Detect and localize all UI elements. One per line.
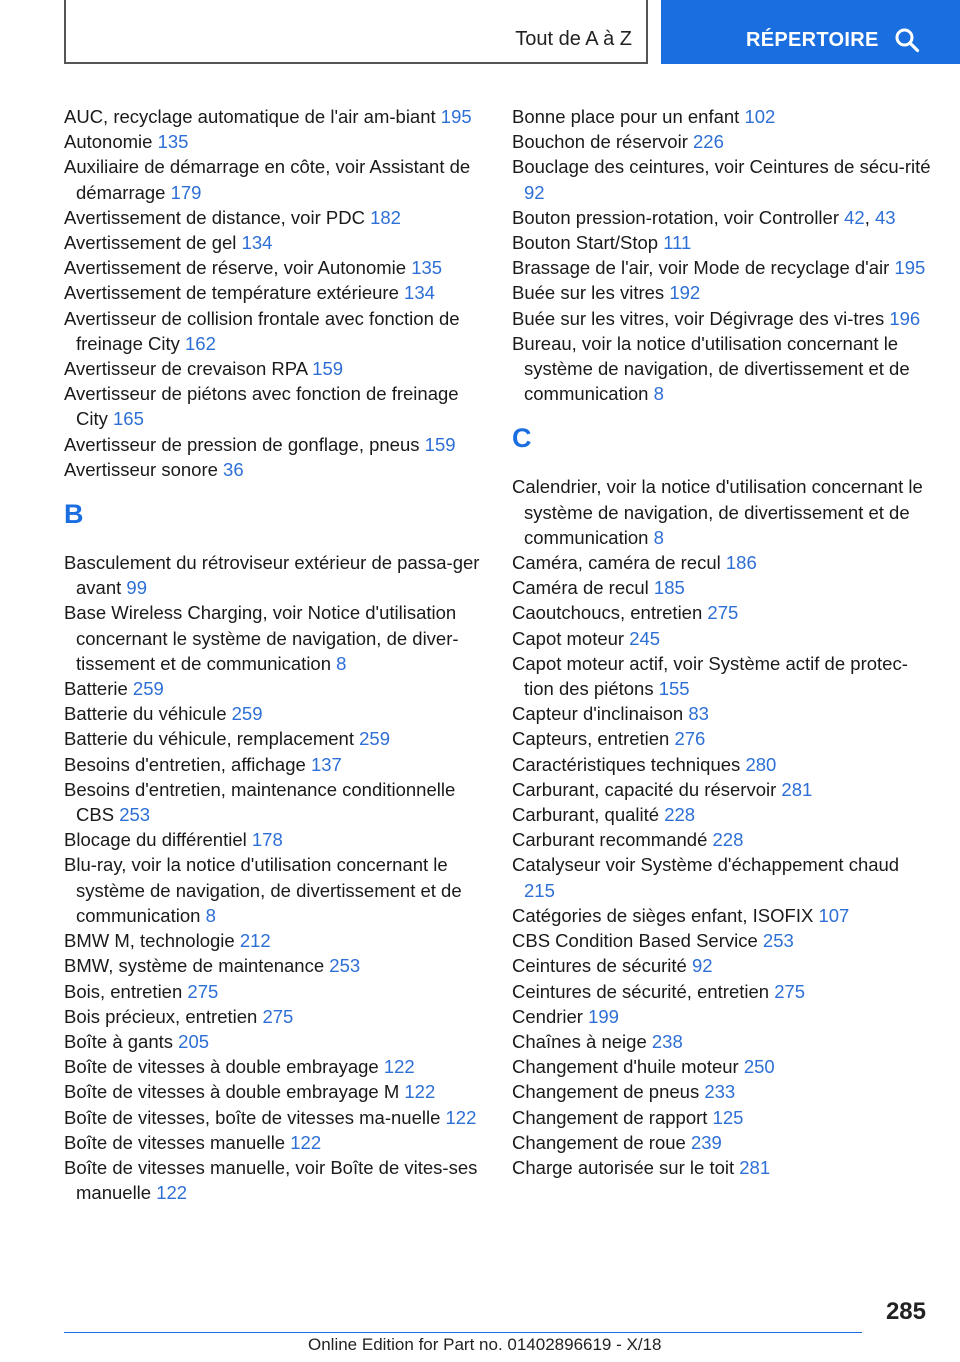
index-entry [64, 104, 484, 129]
page-link[interactable]: 182 [370, 206, 401, 228]
index-entry [512, 802, 932, 827]
index-entry-text: Avertissement de température extérieure [64, 282, 399, 304]
index-entry [64, 1105, 484, 1130]
index-entry-text: Autonomie [64, 131, 153, 153]
index-entry-text: Caméra, caméra de recul [512, 552, 721, 574]
search-icon[interactable] [894, 27, 920, 53]
index-entry [64, 852, 484, 928]
page-link[interactable]: 233 [704, 1081, 736, 1103]
index-entry-text: Bouchon de réservoir [512, 131, 688, 153]
index-entry-text: Avertisseur sonore [64, 458, 218, 480]
index-entry-text: Bureau, voir la notice d'utilisation concernant le système de navigation, de divertissement et de communication [512, 332, 910, 405]
index-entry-text: Avertissement de gel [64, 232, 237, 254]
index-entry-text: Base Wireless Charging, voir Notice d'utilisation concernant le système de navigation, de diver‐tissement et de communication [64, 602, 459, 674]
index-entry [64, 701, 484, 726]
page-link[interactable]: 253 [329, 955, 361, 977]
page-link[interactable]: 135 [157, 131, 189, 153]
index-entry [64, 752, 484, 777]
section-tab-label: Tout de A à Z [515, 28, 632, 50]
page-link[interactable]: 8 [653, 526, 664, 548]
index-entry-text: Bois précieux, entretien [64, 1005, 258, 1027]
page-link[interactable]: 137 [310, 753, 342, 775]
index-entry [512, 306, 932, 331]
index-entry-text: Changement de rapport [512, 1106, 708, 1128]
index-entry [512, 777, 932, 802]
index-entry-text: Capot moteur [512, 627, 625, 649]
index-entry-text: Avertisseur de piétons avec fonction de freinage City [64, 383, 459, 430]
page-link[interactable]: 178 [251, 829, 283, 851]
index-entry [512, 1004, 932, 1029]
index-entry-text: Ceintures de sécurité [512, 955, 687, 977]
page-link[interactable]: 281 [781, 778, 813, 800]
index-entry [512, 1155, 932, 1180]
index-entry-text: Boîte de vitesses à double embrayage [64, 1056, 379, 1078]
page-link[interactable]: 122 [156, 1182, 188, 1204]
index-entry-text: Carburant recommandé [512, 829, 708, 851]
index-column-right [512, 104, 932, 1180]
index-entry [512, 474, 932, 550]
page-link[interactable]: 8 [336, 652, 347, 674]
index-entry-text: CBS Condition Based Service [512, 930, 758, 952]
index-entry-text: AUC, recyclage automatique de l'air am‐biant [64, 106, 436, 127]
index-entry-text: Batterie du véhicule, remplacement [64, 728, 354, 750]
index-entry [64, 255, 484, 280]
page-link[interactable]: 92 [524, 181, 545, 203]
index-entry-text: Cendrier [512, 1005, 583, 1027]
index-entry [64, 777, 484, 827]
index-entry [64, 600, 484, 676]
page-link[interactable]: 259 [231, 703, 263, 725]
page-link[interactable]: 8 [205, 904, 216, 926]
page-link[interactable]: 43 [875, 206, 896, 228]
page-link[interactable]: 259 [359, 728, 390, 750]
index-entry [512, 979, 932, 1004]
index-entry-text: Caméra de recul [512, 577, 649, 599]
page-link[interactable]: 179 [170, 181, 202, 203]
page-link[interactable]: 281 [739, 1156, 771, 1178]
index-entry [64, 550, 484, 600]
index-entry-text: Besoins d'entretien, maintenance conditionnelle CBS [64, 778, 456, 826]
page-link[interactable]: 122 [404, 1081, 436, 1103]
index-entry-text: Capteurs, entretien [512, 728, 670, 750]
index-entry [64, 1054, 484, 1079]
index-entry-text: Changement de roue [512, 1131, 686, 1153]
index-entry-text: BMW M, technologie [64, 930, 235, 952]
index-entry [512, 1079, 932, 1104]
index-entry-text: Ceintures de sécurité, entretien [512, 980, 770, 1002]
index-entry [64, 979, 484, 1004]
page-link[interactable]: 228 [664, 804, 696, 826]
index-entry-text: Catalyseur voir Système d'échappement chaud [512, 854, 900, 876]
index-entry [512, 752, 932, 777]
page-link[interactable]: 102 [744, 106, 776, 127]
index-entry-text: Boîte de vitesses manuelle, voir Boîte de vites‐ses manuelle [64, 1156, 478, 1204]
index-entry [512, 701, 932, 726]
page-link[interactable]: 165 [113, 408, 144, 430]
page-link[interactable]: 135 [411, 257, 443, 279]
page-link[interactable]: 196 [889, 307, 921, 329]
index-tab-label: RÉPERTOIRE [746, 29, 879, 51]
index-entry [512, 230, 932, 255]
index-entry [512, 852, 932, 902]
edition-footer: Online Edition for Part no. 01402896619 - X/18 [308, 1335, 662, 1354]
index-entry [64, 432, 484, 457]
page-link[interactable]: 159 [312, 358, 344, 380]
page-link[interactable]: 107 [818, 904, 850, 926]
index-entry [512, 953, 932, 978]
page-link[interactable]: 36 [223, 458, 244, 480]
page-link[interactable]: 205 [178, 1030, 210, 1052]
index-entry [64, 129, 484, 154]
index-entry-text: Bonne place pour un enfant [512, 106, 740, 127]
index-entry-text: Calendrier, voir la notice d'utilisation concernant le système de navigation, de divertissement et de communication [512, 476, 923, 548]
page-link[interactable]: 83 [688, 703, 709, 725]
page-link[interactable]: 275 [707, 602, 739, 624]
index-entry-text: Buée sur les vitres, voir Dégivrage des vi‐tres [512, 307, 885, 329]
index-entry-text: Bois, entretien [64, 980, 183, 1002]
index-entry [512, 726, 932, 751]
index-entry [64, 676, 484, 701]
index-tab[interactable] [661, 0, 960, 64]
page-link[interactable]: 134 [404, 282, 435, 304]
page-link[interactable]: 259 [132, 678, 164, 700]
page-link[interactable]: 215 [524, 879, 555, 901]
index-entry [64, 280, 484, 305]
index-entry [64, 928, 484, 953]
index-entry-text: Avertisseur de collision frontale avec fonction de freinage City [64, 307, 460, 354]
index-entry [512, 903, 932, 928]
index-entry [64, 457, 484, 482]
index-entry-text: Boîte de vitesses, boîte de vitesses ma‐nuelle [64, 1106, 441, 1128]
index-entry [512, 331, 932, 407]
index-entry [64, 953, 484, 978]
page-link[interactable]: 122 [383, 1056, 415, 1078]
index-entry-text: Boîte à gants [64, 1030, 174, 1052]
page-link[interactable]: 250 [743, 1056, 775, 1078]
index-entry-text: Chaînes à neige [512, 1030, 647, 1052]
index-entry-text: Caoutchoucs, entretien [512, 602, 703, 624]
index-entry [512, 129, 932, 154]
page-link[interactable]: 111 [663, 232, 692, 254]
index-entry-text: BMW, système de maintenance [64, 955, 325, 977]
index-entry [64, 230, 484, 255]
page-link[interactable]: 199 [588, 1005, 619, 1027]
index-entry [512, 104, 932, 129]
index-entry-text: Changement de pneus [512, 1081, 700, 1103]
page-link[interactable]: 253 [762, 930, 794, 952]
index-entry-text: Capteur d'inclinaison [512, 703, 684, 725]
page-link[interactable]: 280 [745, 753, 777, 775]
page-link[interactable]: 134 [241, 232, 273, 254]
index-entry-text: Blu-ray, voir la notice d'utilisation concernant le système de navigation, de divertissement et de communication [64, 854, 462, 926]
index-entry-text: Avertisseur de pression de gonflage, pneus [64, 433, 420, 455]
index-entry [64, 1004, 484, 1029]
page-link[interactable]: 8 [653, 383, 664, 405]
index-entry [512, 575, 932, 600]
page-link[interactable]: 92 [691, 955, 713, 977]
index-entry [64, 726, 484, 751]
index-entry [64, 1130, 484, 1155]
page-link[interactable]: 155 [658, 678, 690, 700]
page-link[interactable]: 226 [693, 131, 724, 153]
page-number: 285 [885, 1298, 926, 1325]
index-entry-text: Carburant, qualité [512, 804, 660, 826]
index-entry [512, 651, 932, 701]
index-entry-text: Caractéristiques techniques [512, 753, 741, 775]
index-entry [64, 381, 484, 431]
page-link[interactable]: 162 [185, 332, 216, 354]
index-entry-text: Carburant, capacité du réservoir [512, 778, 777, 800]
index-entry [64, 827, 484, 852]
index-entry [512, 626, 932, 651]
page-link[interactable]: 185 [653, 577, 685, 599]
section-tab-a-to-z[interactable] [64, 0, 648, 64]
page-link[interactable]: 159 [424, 433, 456, 455]
index-entry [64, 1155, 484, 1205]
page-link[interactable]: 99 [126, 577, 147, 599]
index-column-left [64, 104, 484, 1205]
index-entry-text: Boîte de vitesses à double embrayage M [64, 1081, 400, 1103]
index-entry [64, 154, 484, 204]
page-link[interactable]: 122 [290, 1131, 322, 1153]
index-entry [512, 1105, 932, 1130]
index-entry-text: Boîte de vitesses manuelle [64, 1131, 286, 1153]
section-letter: C [512, 423, 532, 454]
index-entry-text: Brassage de l'air, voir Mode de recyclage d'air [512, 257, 890, 279]
index-entry-text: Changement d'huile moteur [512, 1056, 739, 1078]
index-entry-text: Blocage du différentiel [64, 829, 247, 851]
page-link[interactable]: 276 [674, 728, 706, 750]
index-entry-text: Batterie du véhicule [64, 703, 227, 725]
index-entry-text: Auxiliaire de démarrage en côte, voir Assistant de démarrage [64, 156, 471, 203]
index-entry-text: Avertissement de réserve, voir Autonomie [64, 257, 407, 279]
page-link[interactable]: 253 [119, 804, 151, 826]
index-entry [512, 550, 932, 575]
index-entry-text: Charge autorisée sur le toit [512, 1156, 735, 1178]
index-entry [512, 255, 932, 280]
index-entry-text: Avertissement de distance, voir PDC [64, 206, 365, 228]
page-link[interactable]: 238 [651, 1030, 683, 1052]
index-entry-text: Catégories de sièges enfant, ISOFIX [512, 904, 814, 926]
index-entry [64, 356, 484, 381]
index-entry [512, 600, 932, 625]
index-entry [64, 1029, 484, 1054]
index-entry-text: Bouton Start/Stop [512, 232, 659, 254]
index-entry [512, 154, 932, 204]
index-entry [512, 1054, 932, 1079]
index-entry-text: Besoins d'entretien, affichage [64, 753, 306, 775]
index-entry-text: Batterie [64, 678, 128, 700]
page-link[interactable]: 239 [690, 1131, 722, 1153]
page-link[interactable]: 212 [239, 930, 271, 952]
index-entry [512, 1130, 932, 1155]
index-entry-text: Avertisseur de crevaison RPA [64, 358, 308, 380]
page-link[interactable]: 186 [725, 552, 757, 574]
index-entry [64, 205, 484, 230]
page-link[interactable]: 275 [187, 980, 219, 1002]
page-link[interactable]: 245 [629, 627, 661, 649]
index-entry [512, 827, 932, 852]
page-link[interactable]: 275 [262, 1005, 294, 1027]
page-link[interactable]: 125 [712, 1106, 744, 1128]
page-link[interactable]: 275 [774, 980, 806, 1002]
index-entry [64, 1079, 484, 1104]
index-entry-text: Bouclage des ceintures, voir Ceintures de sécu‐rité [512, 156, 931, 178]
index-entry-text: Capot moteur actif, voir Système actif de protec‐tion des piétons [512, 652, 908, 700]
index-entry-text: Basculement du rétroviseur extérieur de passa‐ger avant [64, 552, 480, 599]
page-link[interactable]: 42 [844, 206, 865, 228]
footer-divider [64, 1332, 862, 1333]
index-entry: Bouton pression-rotation, voir Controller 42, 43 [512, 206, 896, 228]
index-entry [64, 306, 484, 356]
page-link[interactable]: 195 [894, 257, 926, 279]
page-link[interactable]: 228 [712, 829, 744, 851]
index-entry [512, 1029, 932, 1054]
index-entry-text: Buée sur les vitres [512, 282, 665, 304]
index-entry-text: Bouton pression-rotation, voir Controller [512, 206, 839, 228]
page-link[interactable]: 195 [440, 106, 472, 127]
index-entry [512, 928, 932, 953]
page-link[interactable]: 192 [669, 282, 701, 304]
section-letter: B [64, 499, 84, 530]
page-link[interactable]: 122 [445, 1106, 477, 1128]
index-entry [512, 280, 932, 305]
